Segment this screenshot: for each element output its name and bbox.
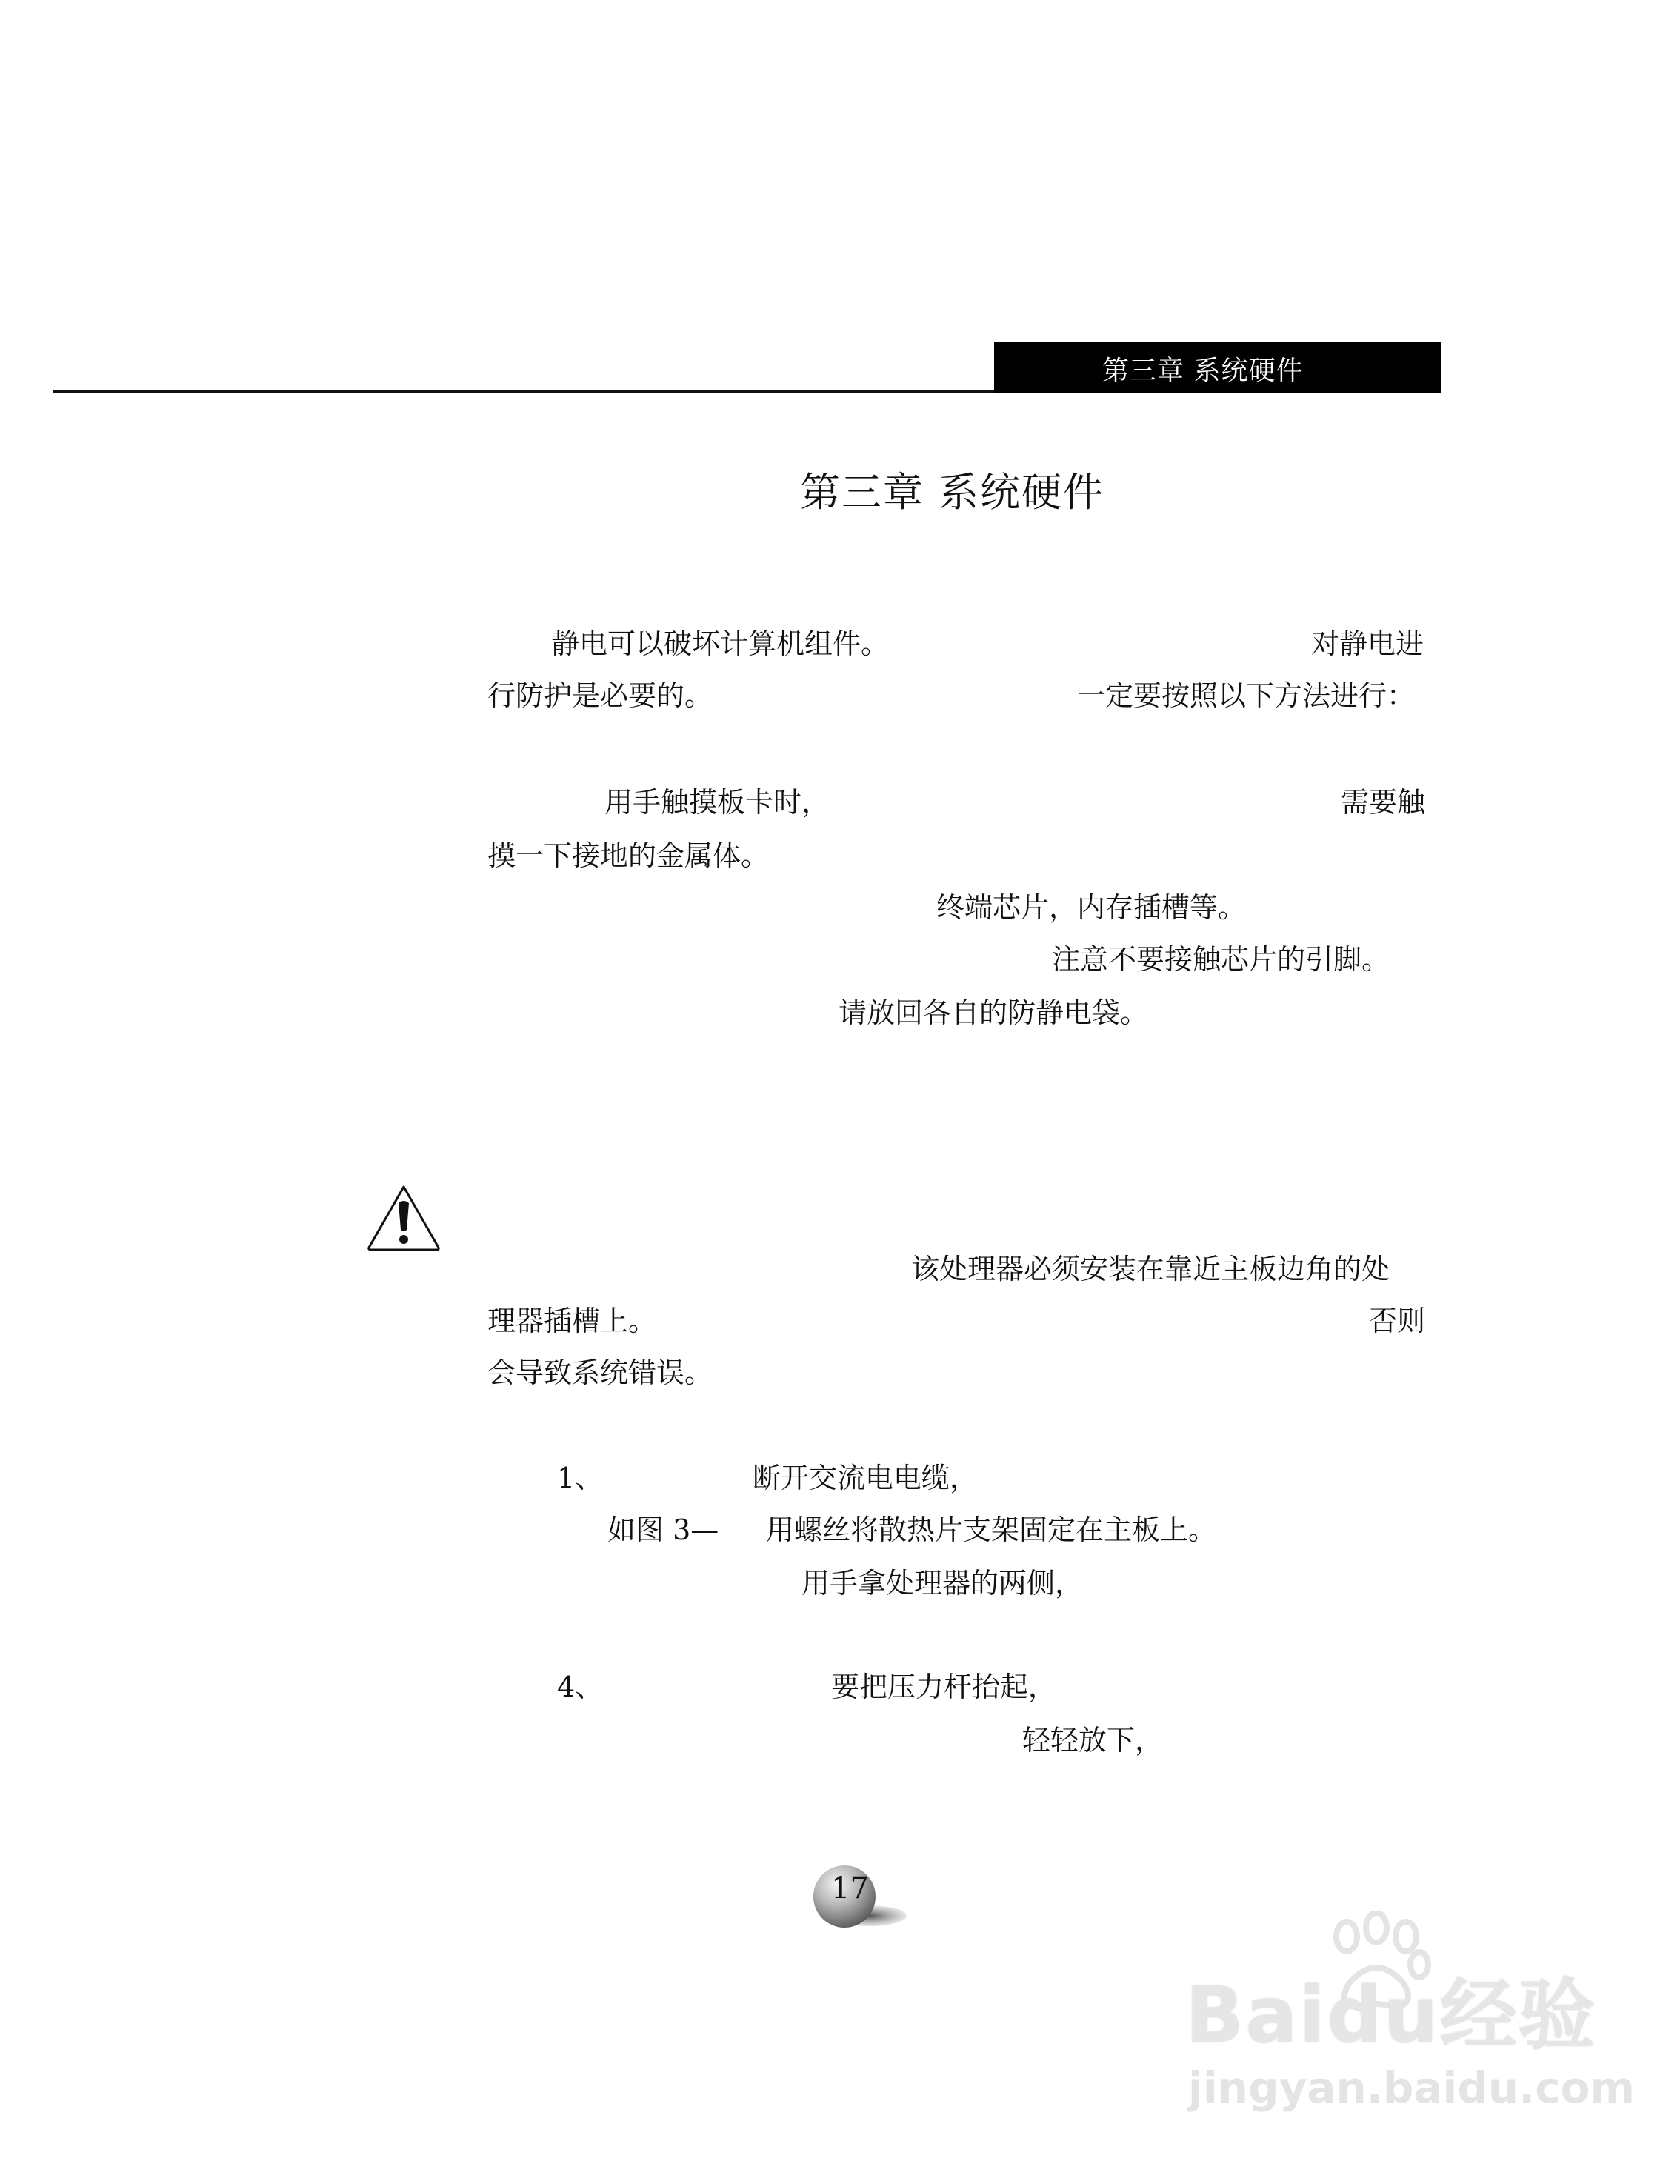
header-rule — [53, 390, 1001, 393]
static-p2-line4: 注意不要接触芯片的引脚。 — [1052, 943, 1390, 976]
step2-text: 用螺丝将散热片支架固定在主板上。 — [766, 1514, 1217, 1546]
static-p2-line3: 终端芯片，内存插槽等。 — [936, 891, 1247, 924]
watermark-brand: Baidu经验 — [1185, 1970, 1597, 2060]
caution-line2-right: 否则 — [1369, 1305, 1426, 1337]
caution-line3: 会导致系统错误。 — [487, 1356, 713, 1389]
step5-text: 轻轻放下， — [1022, 1724, 1164, 1757]
step3-text: 用手拿处理器的两侧， — [801, 1567, 1084, 1599]
static-p1-line2-left: 行防护是必要的。 — [487, 679, 713, 712]
watermark-url: jingyan.baidu.com — [1188, 2063, 1635, 2113]
static-p2-line5: 请放回各自的防静电袋。 — [839, 996, 1149, 1029]
step2-figure-ref: 如图 3— — [607, 1514, 719, 1546]
page-number: 17 — [831, 1871, 869, 1905]
step4-text: 要把压力杆抬起， — [831, 1671, 1057, 1703]
caution-line1: 该处理器必须安装在靠近主板边角的处 — [911, 1253, 1390, 1285]
static-p2-line1-right: 需要触 — [1341, 786, 1426, 819]
static-p1-line1-left: 静电可以破坏计算机组件。 — [551, 627, 890, 660]
static-p1-line2-right: 一定要按照以下方法进行： — [1077, 679, 1416, 712]
chapter-title: 第三章 系统硬件 — [800, 469, 1105, 516]
running-header — [994, 342, 1441, 393]
step1-number: 1、 — [557, 1462, 604, 1494]
step1-text: 断开交流电电缆， — [753, 1462, 979, 1494]
warning-triangle-icon — [366, 1184, 441, 1252]
caution-line2-left: 理器插槽上。 — [487, 1305, 657, 1337]
step4-number: 4、 — [557, 1671, 604, 1703]
static-p1-line1-right: 对静电进 — [1311, 627, 1424, 660]
running-header-label: 第三章 系统硬件 — [1102, 356, 1304, 386]
static-p2-line1-left: 用手触摸板卡时， — [604, 786, 830, 819]
static-p2-line2: 摸一下接地的金属体。 — [487, 839, 770, 872]
